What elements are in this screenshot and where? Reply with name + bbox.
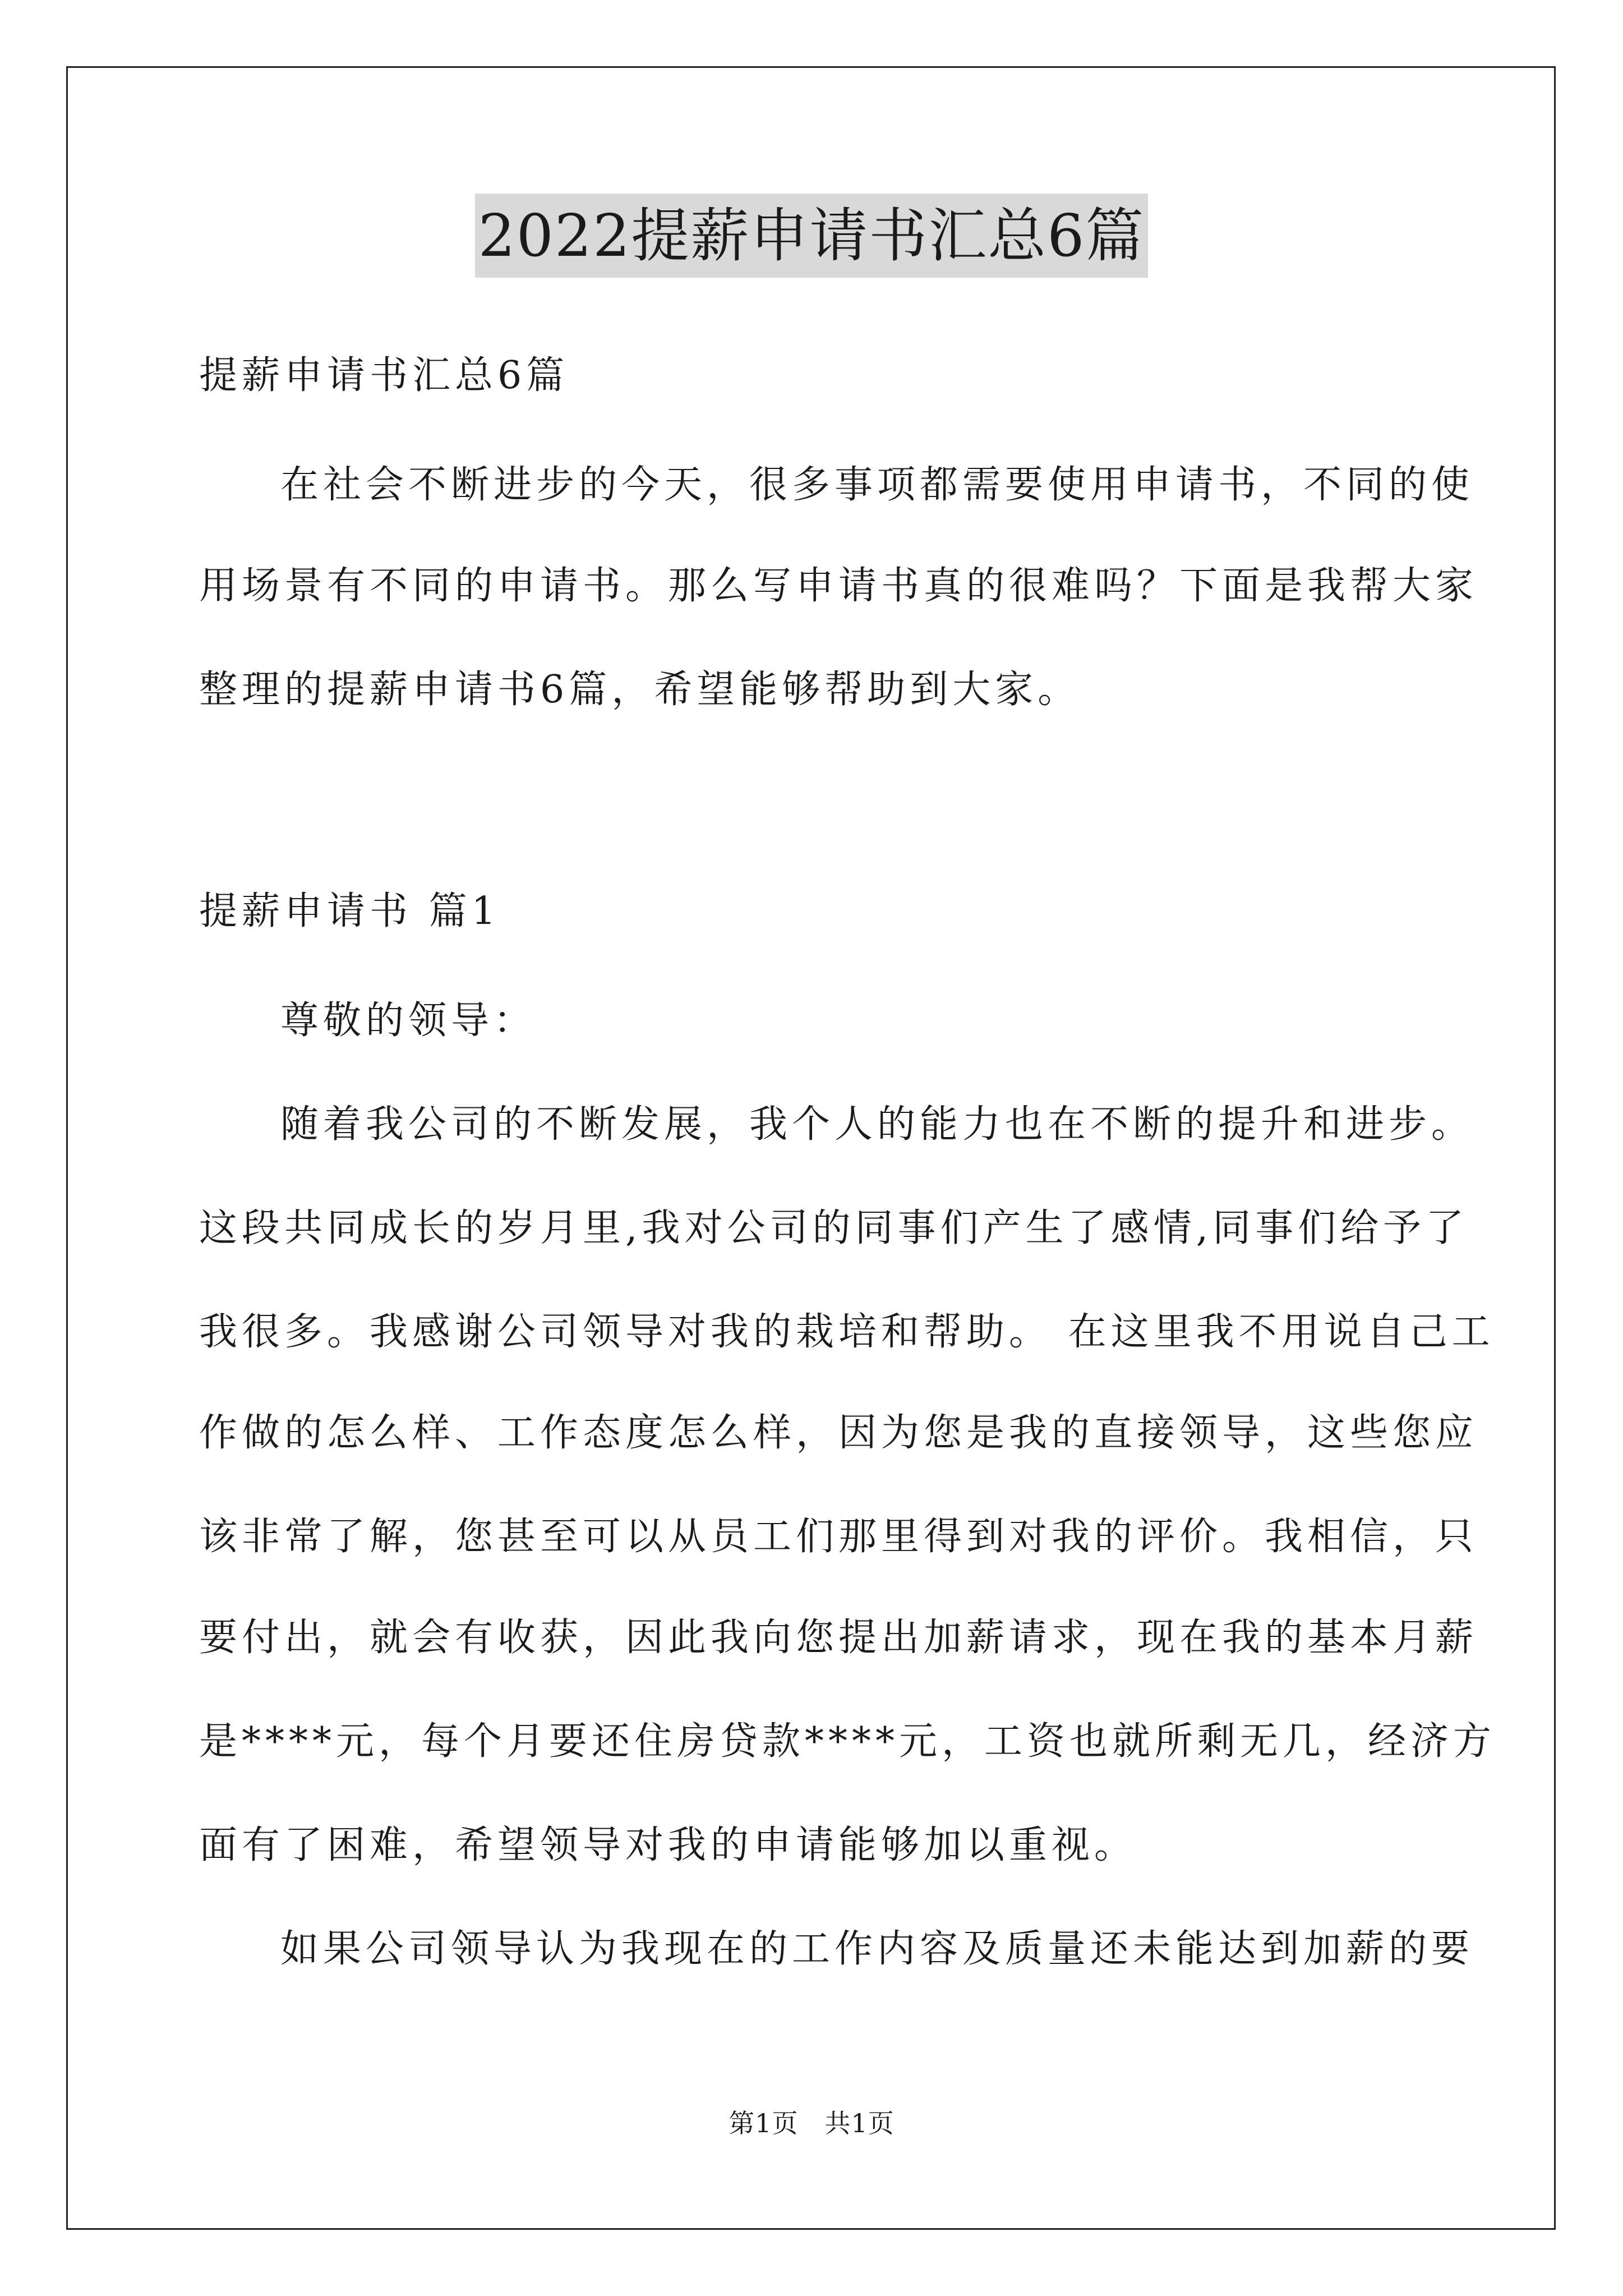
salutation: 尊敬的领导： bbox=[280, 999, 537, 1043]
body-line-8: 面有了困难，希望领导对我的申请能够加以重视。 bbox=[199, 1823, 1137, 1867]
title-container bbox=[0, 194, 1623, 278]
document-subtitle: 提薪申请书汇总6篇 bbox=[199, 353, 569, 398]
body-line-7: 是****元，每个月要还住房贷款****元，工资也就所剩无几，经济方 bbox=[199, 1719, 1496, 1764]
document-title: 2022提薪申请书汇总6篇 bbox=[475, 194, 1149, 278]
section-heading: 提薪申请书 篇1 bbox=[199, 889, 500, 933]
body-line-6: 要付出，就会有收获，因此我向您提出加薪请求，现在我的基本月薪 bbox=[199, 1616, 1478, 1660]
intro-line-1: 在社会不断进步的今天，很多事项都需要使用申请书，不同的使 bbox=[280, 463, 1474, 507]
page-footer: 第1页 共1页 bbox=[728, 2108, 895, 2138]
body-line-4: 作做的怎么样、工作态度怎么样，因为您是我的直接领导，这些您应 bbox=[199, 1411, 1478, 1455]
body-line-1: 随着我公司的不断发展，我个人的能力也在不断的提升和进步。 bbox=[280, 1102, 1474, 1147]
intro-line-2: 用场景有不同的申请书。那么写申请书真的很难吗？下面是我帮大家 bbox=[199, 564, 1478, 608]
body-line-3: 我很多。我感谢公司领导对我的栽培和帮助。 在这里我不用说自己工 bbox=[199, 1310, 1495, 1354]
body-line-5: 该非常了解，您甚至可以从员工们那里得到对我的评价。我相信，只 bbox=[199, 1515, 1478, 1559]
intro-line-3: 整理的提薪申请书6篇，希望能够帮助到大家。 bbox=[199, 668, 1081, 712]
body-line-2: 这段共同成长的岁月里,我对公司的同事们产生了感情,同事们给予了 bbox=[199, 1206, 1469, 1250]
body-line-9: 如果公司领导认为我现在的工作内容及质量还未能达到加薪的要 bbox=[280, 1927, 1474, 1971]
